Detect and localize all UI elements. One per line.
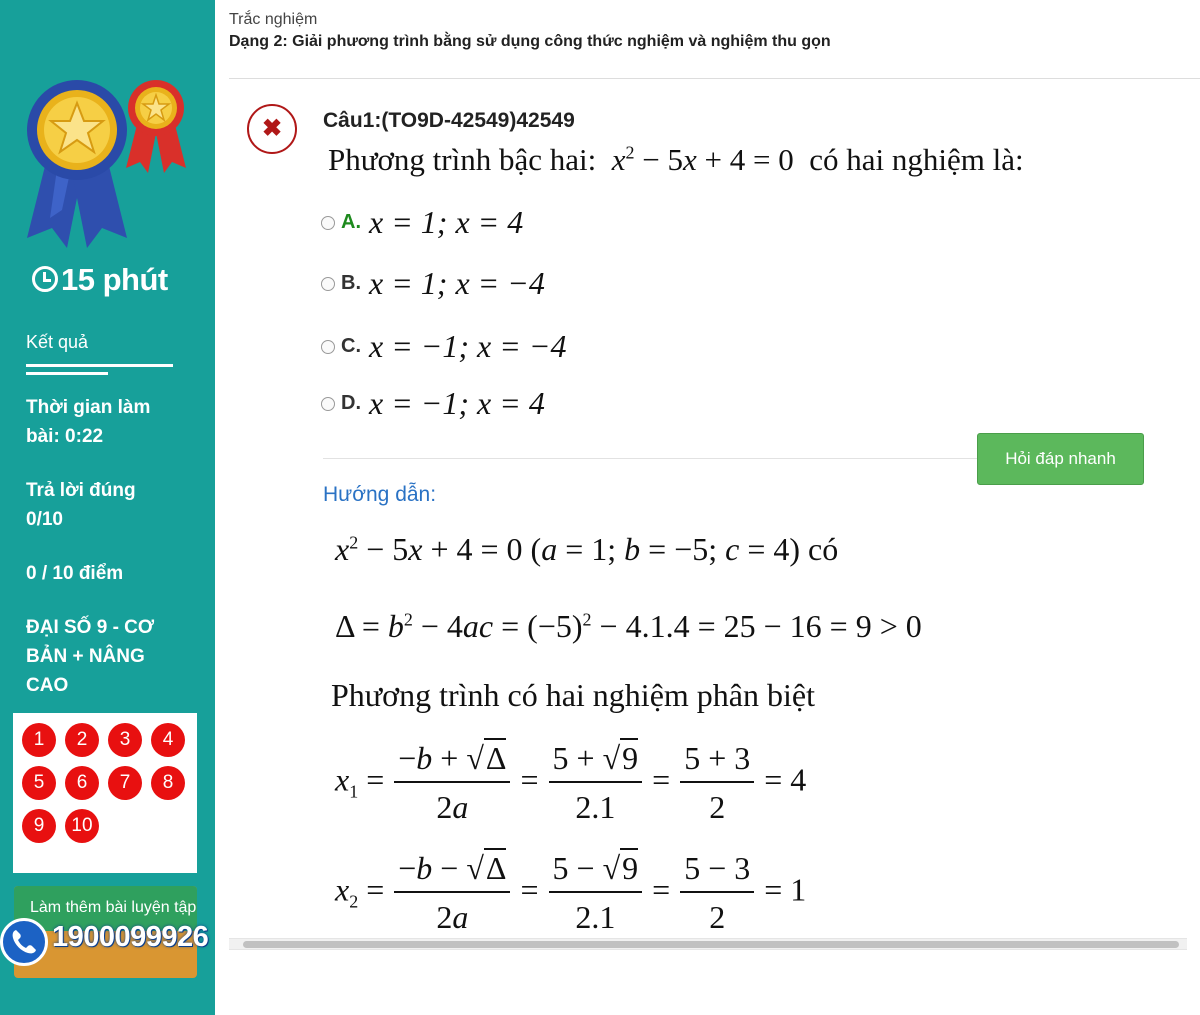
option-c[interactable]: C. x = −1; x = −4: [321, 328, 566, 365]
option-b[interactable]: B. x = 1; x = −4: [321, 265, 545, 302]
main-content: [215, 0, 1200, 1015]
question-equation: $x^2 - 5x + 4 = 0$: [611, 142, 802, 177]
question-number-button[interactable]: 2: [65, 723, 99, 757]
timer-value: 15 phút: [61, 262, 168, 297]
question-navigator: [13, 713, 197, 873]
course-title: ĐẠI SỐ 9 - CƠ BẢN + NÂNG CAO: [26, 617, 155, 696]
hotline-number[interactable]: 1900099926: [52, 921, 209, 953]
question-suffix: có hai nghiệm là:: [809, 142, 1024, 177]
medal-small-icon: [122, 78, 190, 173]
divider: [26, 372, 108, 375]
quick-ask-button[interactable]: Hỏi đáp nhanh: [977, 433, 1144, 485]
question-number-button[interactable]: 3: [108, 723, 142, 757]
timer: [32, 262, 168, 298]
guide-label: Hướng dẫn:: [323, 483, 437, 506]
result-label: Kết quả: [26, 332, 89, 352]
radio-button[interactable]: [321, 277, 335, 291]
option-d[interactable]: D. x = −1; x = 4: [321, 385, 545, 422]
question-number-button[interactable]: 9: [22, 809, 56, 843]
option-text: x = 1; x = −4: [369, 265, 545, 301]
radio-button[interactable]: [321, 216, 335, 230]
divider: [323, 458, 983, 459]
option-a[interactable]: A. x = 1; x = 4: [321, 204, 523, 241]
question-number-button[interactable]: 4: [151, 723, 185, 757]
question-id: Câu1:(TO9D-42549)42549: [323, 109, 575, 132]
breadcrumb[interactable]: Trắc nghiệm: [229, 11, 318, 28]
question-number-button[interactable]: 7: [108, 766, 142, 800]
practice-label: Làm thêm bài luyện tập: [30, 899, 197, 916]
question-number-button[interactable]: 10: [65, 809, 99, 843]
question-number-button[interactable]: 6: [65, 766, 99, 800]
phone-icon[interactable]: [0, 918, 48, 966]
radio-button[interactable]: [321, 397, 335, 411]
wrong-answer-icon: ✖: [247, 104, 297, 154]
scrollbar-thumb[interactable]: [243, 941, 1179, 948]
solution-root-2: $x_2$ = $\frac{-b - √\Delta}{2a}$ = $\frac{5 - √9}{2.1}$ = $\frac{5 - 3}{2}$ = 1: [335, 850, 807, 935]
page-title: Dạng 2: Giải phương trình bằng sử dụng công thức nghiệm và nghiệm thu gọn: [229, 33, 831, 50]
option-text: x = 1; x = 4: [369, 204, 524, 240]
horizontal-scrollbar[interactable]: [229, 938, 1187, 950]
correct-count: Trả lời đúng 0/10: [26, 480, 136, 530]
time-spent: Thời gian làm bài: 0:22: [26, 397, 151, 447]
solution-equation-1: $x^2 - 5x + 4 = 0$ (a = 1; b = −5; c = 4) có: [335, 531, 839, 567]
question-text: [328, 142, 1024, 178]
question-number-button[interactable]: 8: [151, 766, 185, 800]
divider: [26, 364, 173, 367]
solution-discriminant: $\Delta = b^2 - 4ac = (-5)^2 - 4.1.4 = 25 - 16 = 9 > 0$: [335, 608, 922, 644]
question-number-button[interactable]: 5: [22, 766, 56, 800]
solution-root-1: $x_1$ = $\frac{-b + √\Delta}{2a}$ = $\frac{5 + √9}{2.1}$ = $\frac{5 + 3}{2}$ = 4: [335, 740, 807, 825]
radio-button[interactable]: [321, 340, 335, 354]
score: 0 / 10 điểm: [26, 563, 124, 584]
divider: [229, 78, 1200, 79]
solution-text: Phương trình có hai nghiệm phân biệt: [331, 677, 815, 713]
sidebar: [0, 0, 215, 1015]
clock-icon: [32, 266, 58, 292]
option-text: x = −1; x = 4: [369, 385, 545, 421]
medal-icon: [22, 78, 132, 248]
question-number-button[interactable]: 1: [22, 723, 56, 757]
option-text: x = −1; x = −4: [369, 328, 567, 364]
question-prefix: Phương trình bậc hai:: [328, 142, 597, 177]
